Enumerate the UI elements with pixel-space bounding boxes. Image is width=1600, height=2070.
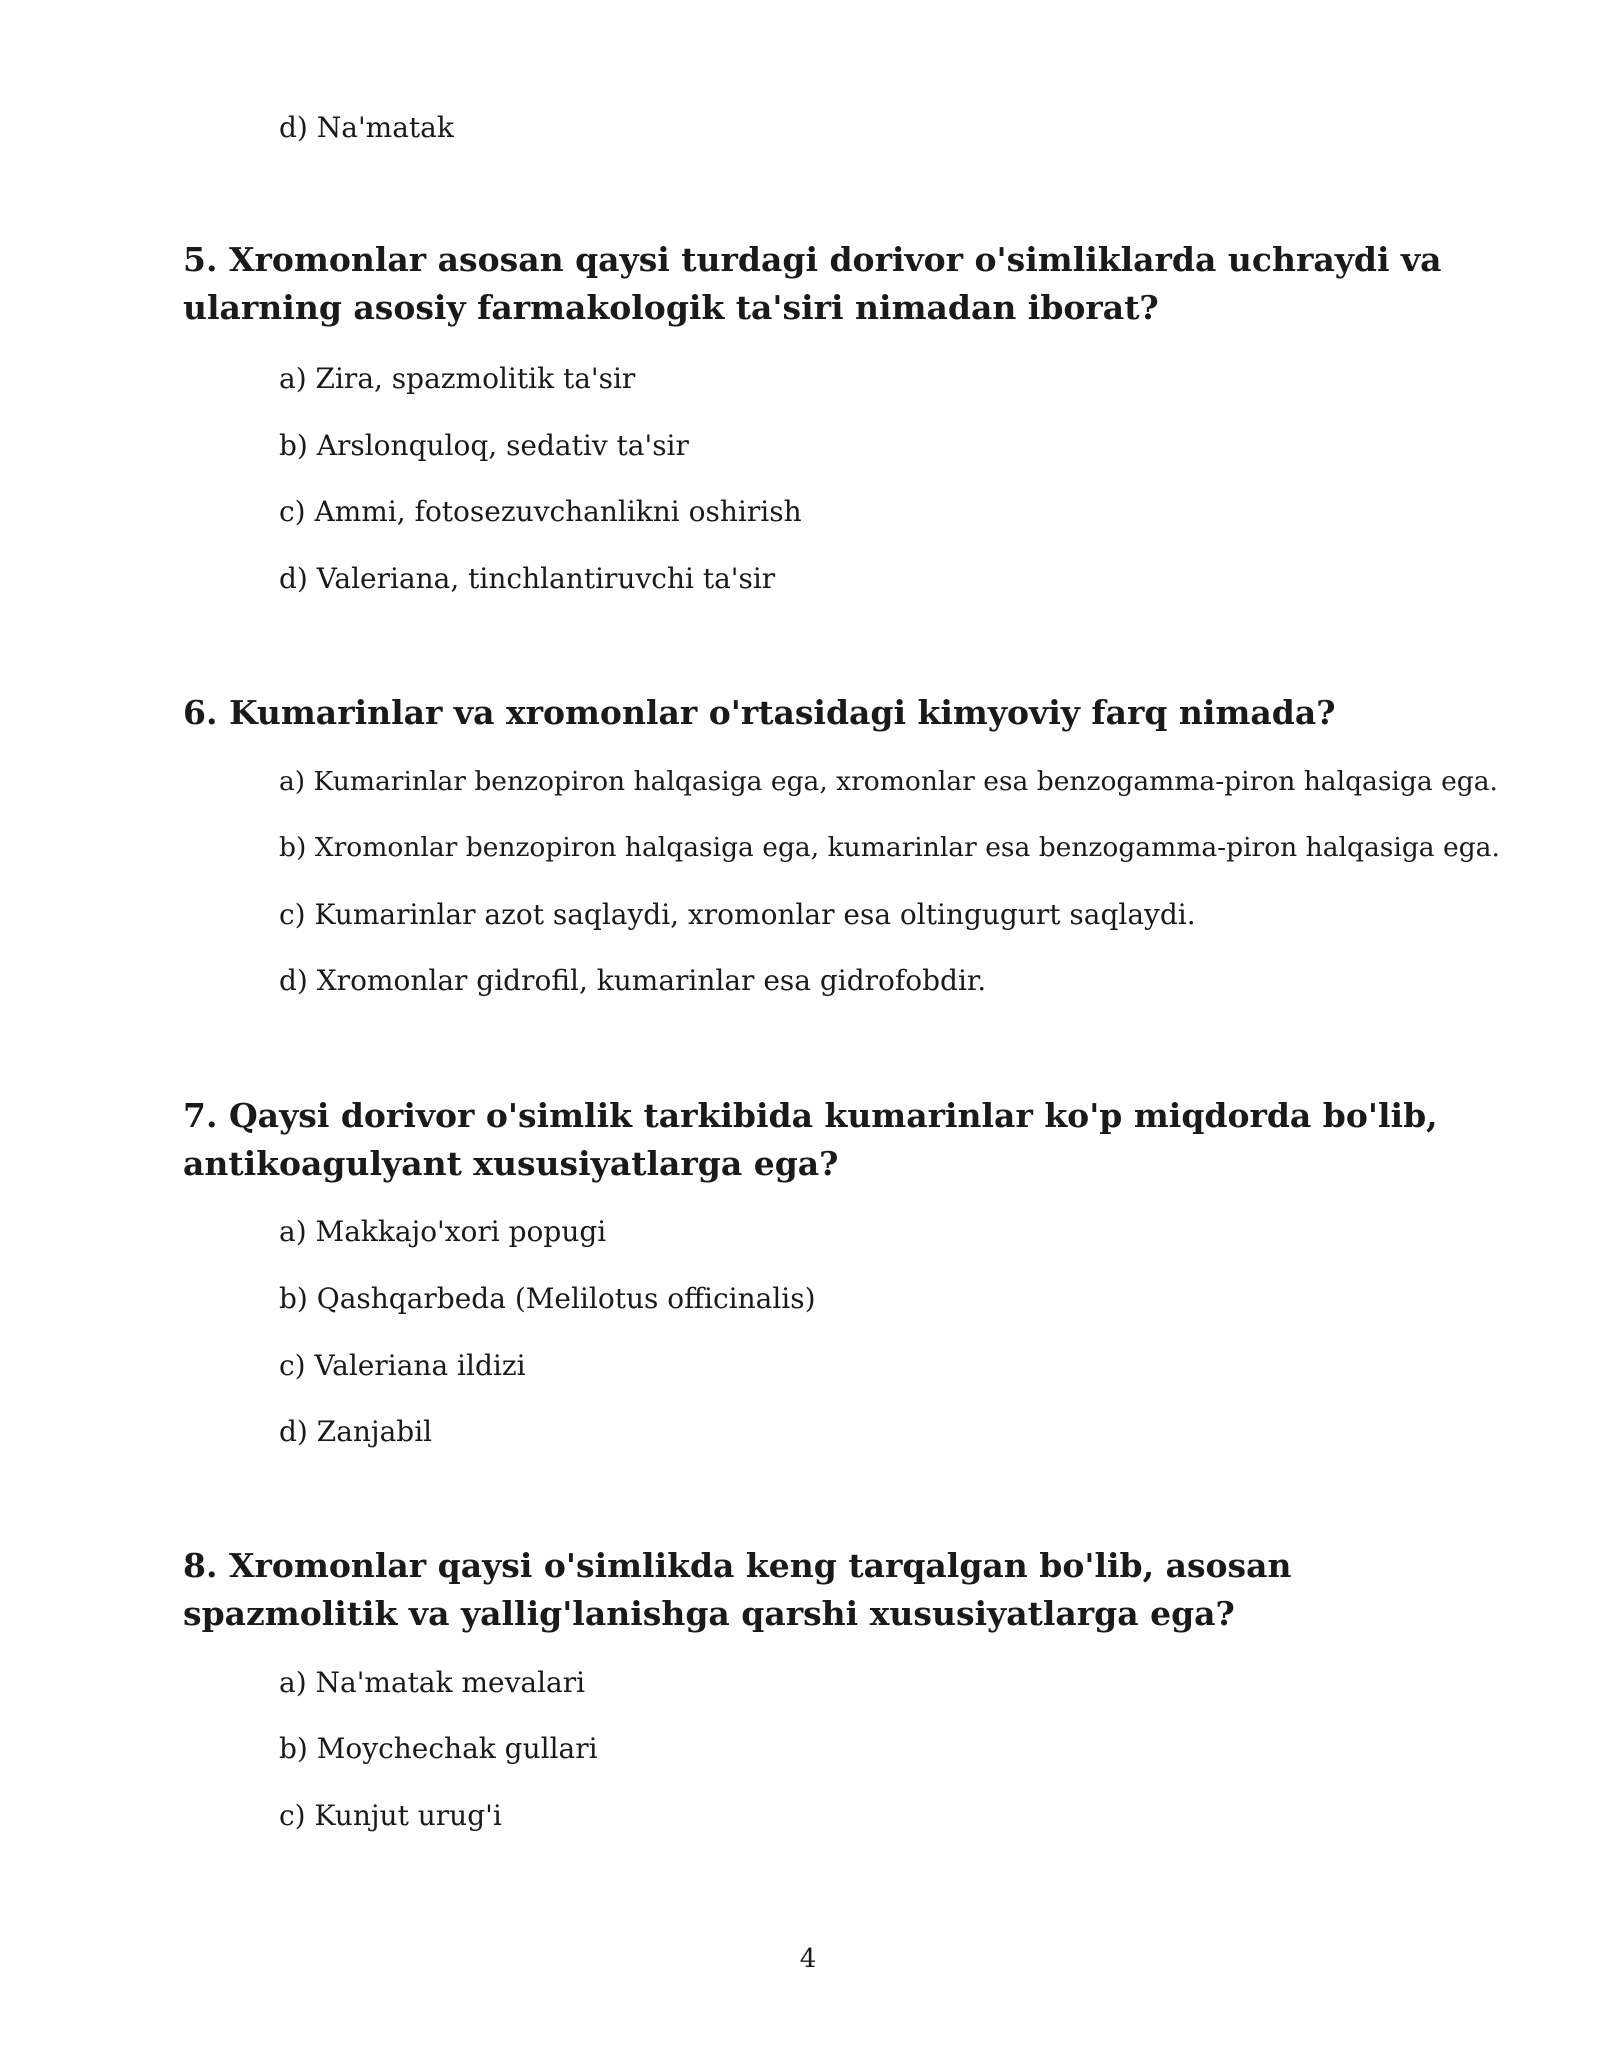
question-8-option-c: c) Kunjut urug'i	[279, 1799, 502, 1832]
question-7-option-a: a) Makkajo'xori popugi	[279, 1215, 607, 1248]
question-7-title: 7. Qaysi dorivor o'simlik tarkibida kumarinlar ko'p miqdorda bo'lib, antikoagulyant xususiyatlarga ega?	[183, 1096, 1438, 1183]
question-5-option-a: a) Zira, spazmolitik ta'sir	[279, 362, 636, 395]
question-6-option-c: c) Kumarinlar azot saqlaydi, xromonlar esa oltingugurt saqlaydi.	[279, 898, 1196, 931]
question-5-option-d: d) Valeriana, tinchlantiruvchi ta'sir	[279, 562, 776, 595]
question-6-title: 6. Kumarinlar va xromonlar o'rtasidagi kimyoviy farq nimada?	[183, 693, 1336, 732]
page-number: 4	[799, 1944, 817, 1974]
question-8-title: 8. Xromonlar qaysi o'simlikda keng tarqalgan bo'lib, asosan spazmolitik va yallig'lanishga qarshi xususiyatlarga ega?	[183, 1546, 1292, 1633]
question-5-option-c: c) Ammi, fotosezuvchanlikni oshirish	[279, 495, 802, 528]
question-7-option-b: b) Qashqarbeda (Melilotus officinalis)	[279, 1282, 816, 1315]
question-7-option-d: d) Zanjabil	[279, 1415, 433, 1448]
option-d-previous: d) Na'matak	[279, 111, 454, 144]
question-8-option-b: b) Moychechak gullari	[279, 1732, 598, 1765]
question-5-title: 5. Xromonlar asosan qaysi turdagi dorivor o'simliklarda uchraydi va ularning asosiy farmakologik ta'siri nimadan iborat?	[183, 240, 1442, 327]
question-5-option-b: b) Arslonquloq, sedativ ta'sir	[279, 429, 689, 462]
question-6-option-a: a) Kumarinlar benzopiron halqasiga ega, xromonlar esa benzogamma-piron halqasiga ega.	[279, 766, 1498, 797]
question-7-option-c: c) Valeriana ildizi	[279, 1349, 526, 1382]
question-6-option-b: b) Xromonlar benzopiron halqasiga ega, kumarinlar esa benzogamma-piron halqasiga ega.	[279, 832, 1500, 863]
question-6-option-d: d) Xromonlar gidrofil, kumarinlar esa gidrofobdir.	[279, 964, 987, 997]
question-8-option-a: a) Na'matak mevalari	[279, 1666, 586, 1699]
